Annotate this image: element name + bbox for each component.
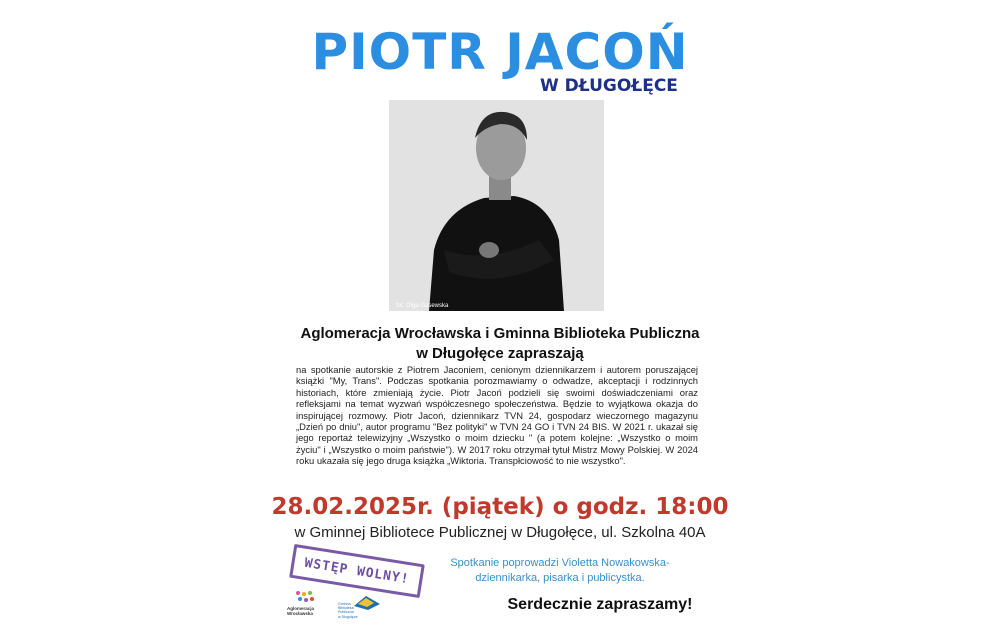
host-info-line1: Spotkanie poprowadzi Violetta Nowakowska-: [450, 557, 670, 569]
portrait-illustration: [389, 100, 604, 311]
event-venue: w Gminnej Bibliotece Publicznej w Długołęce, ul. Szkolna 40A: [294, 524, 706, 541]
free-entry-stamp-text: WSTĘP WOLNY!: [303, 555, 411, 587]
photo-credit: fot. Olga Gasewska: [396, 303, 449, 309]
aglomeracja-logo: [287, 590, 331, 620]
organizers-heading: [250, 324, 750, 364]
aglomeracja-logo-line2: Wrocławska: [287, 611, 313, 616]
aglomeracja-logo-line1: Aglomeracja: [287, 606, 315, 611]
portrait-photo: [389, 100, 604, 311]
organizers-heading-line2: w Długołęce zapraszają: [416, 345, 584, 362]
event-datetime: 28.02.2025r. (piątek) o godz. 18:00: [271, 494, 729, 520]
host-info: [440, 556, 680, 586]
event-title: PIOTR JACOŃ: [311, 23, 689, 81]
invitation-body: na spotkanie autorskie z Piotrem Jaconiem, cenionym dziennikarzem i autorem poruszającej książki "My, Trans". Podczas spotkania porozmawiamy o odwadze, akceptacji i rodzinnych historiach, które zmieniają życie. Piotr Jacoń podzieli się swoimi doświadczeniami oraz refleksjami na temat wyzwań współczesnego społeczeństwa. Będzie to wyjątkowa okazja do inspirującej rozmowy. Piotr Jacoń, dziennikarz TVN 24, gospodarz wieczornego magazynu „Dzień po dniu", autor programu "Bez polityki" w TVN 24 GO i TVN 24 BIS. W 2021 r. ukazał się jego reportaż telewizyjny „Wszystko o moim dziecku " (a potem kolejne: „Wszystko o moim życiu" i „Wszystko o moim państwie"). W 2017 roku otrzymał tytuł Mistrz Mowy Polskiej. W 2024 roku ukazała się jego druga książka „Wiktoria. Transpłciowość to nie wszystko".: [296, 364, 698, 467]
library-logo-line1: Gminna: [338, 602, 351, 606]
host-info-line2: dziennikarka, pisarka i publicystka.: [475, 572, 645, 584]
aglomeracja-dots-icon: [294, 590, 322, 605]
library-logo: [338, 592, 384, 618]
aglomeracja-logo-text: [287, 606, 331, 616]
event-subtitle: W DŁUGOŁĘCE: [540, 76, 678, 96]
closing-text: Serdecznie zapraszamy!: [507, 596, 693, 613]
library-book-icon: [352, 592, 382, 612]
library-logo-line3: w Długołęce: [338, 614, 358, 619]
organizers-heading-line1: Aglomeracja Wrocławska i Gminna Biblioteka Publiczna: [300, 325, 700, 342]
library-logo-line2: Biblioteka Publiczna: [338, 606, 354, 615]
